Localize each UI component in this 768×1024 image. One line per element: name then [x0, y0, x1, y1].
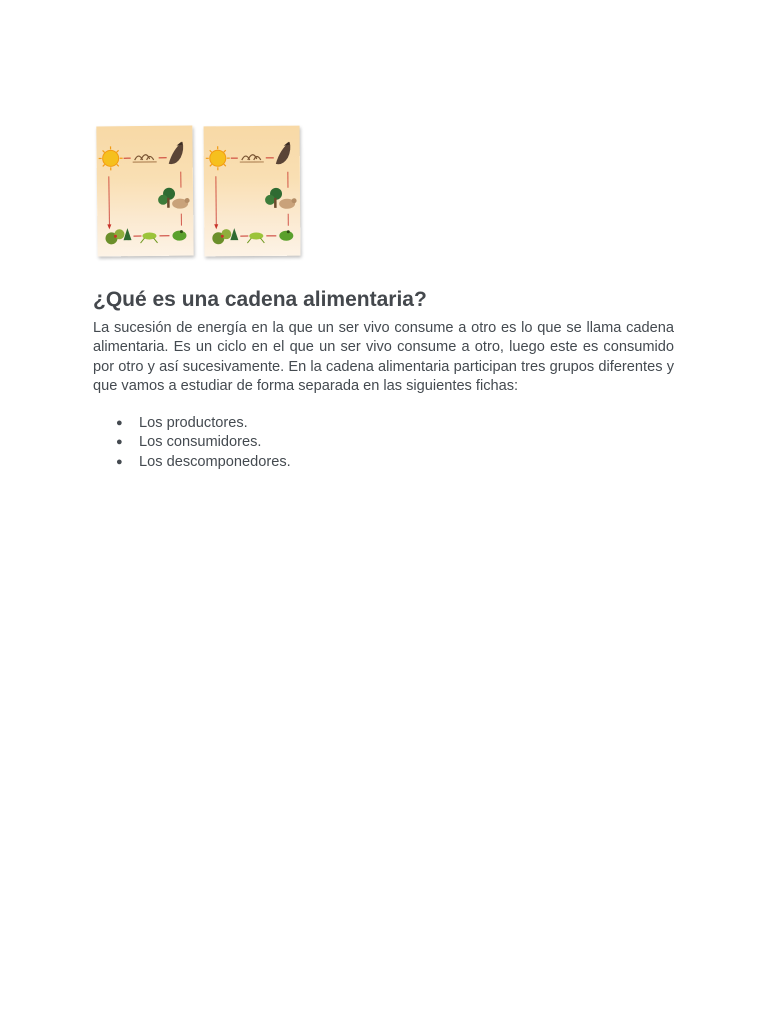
frog-icon [279, 230, 293, 241]
food-chain-card-right [204, 126, 301, 257]
list-item [93, 414, 674, 433]
bullet-icon: ● [116, 417, 123, 430]
grasshopper-icon [140, 232, 157, 243]
food-chain-card-left [96, 126, 193, 257]
list-item-text: Los consumidores. [139, 434, 262, 451]
list-item [93, 433, 674, 452]
document-page [93, 120, 674, 472]
mouse-icon [279, 198, 297, 209]
grass-icon [133, 155, 157, 163]
frog-icon [172, 230, 186, 241]
grass-icon [240, 155, 264, 162]
grasshopper-icon [247, 232, 264, 243]
groups-list [93, 414, 674, 472]
bullet-icon: ● [116, 436, 123, 449]
list-item [93, 453, 674, 472]
food-chain-illustration [93, 120, 308, 262]
list-item-text: Los productores. [139, 415, 248, 432]
bullet-icon: ● [116, 455, 123, 468]
bird-icon [168, 142, 183, 165]
list-item-text: Los descomponedores. [139, 453, 291, 470]
body-paragraph: La sucesión de energía en la que un ser vivo consume a otro es lo que se llama cadena alimentaria. Es un ciclo en el que un ser vivo consume a otro, luego este es consumido por otro y así sucesivamente. En la cadena alimentaria participan tres grupos diferentes y que vamos a estudiar de forma separada en las siguientes fichas: [93, 320, 674, 394]
mouse-icon [172, 198, 190, 209]
bird-icon [276, 142, 291, 165]
bush-icon [105, 228, 131, 244]
sun-icon [206, 146, 230, 170]
section-heading: ¿Qué es una cadena alimentaria? [93, 288, 427, 311]
sun-icon [99, 146, 123, 170]
bush-icon [212, 228, 238, 244]
